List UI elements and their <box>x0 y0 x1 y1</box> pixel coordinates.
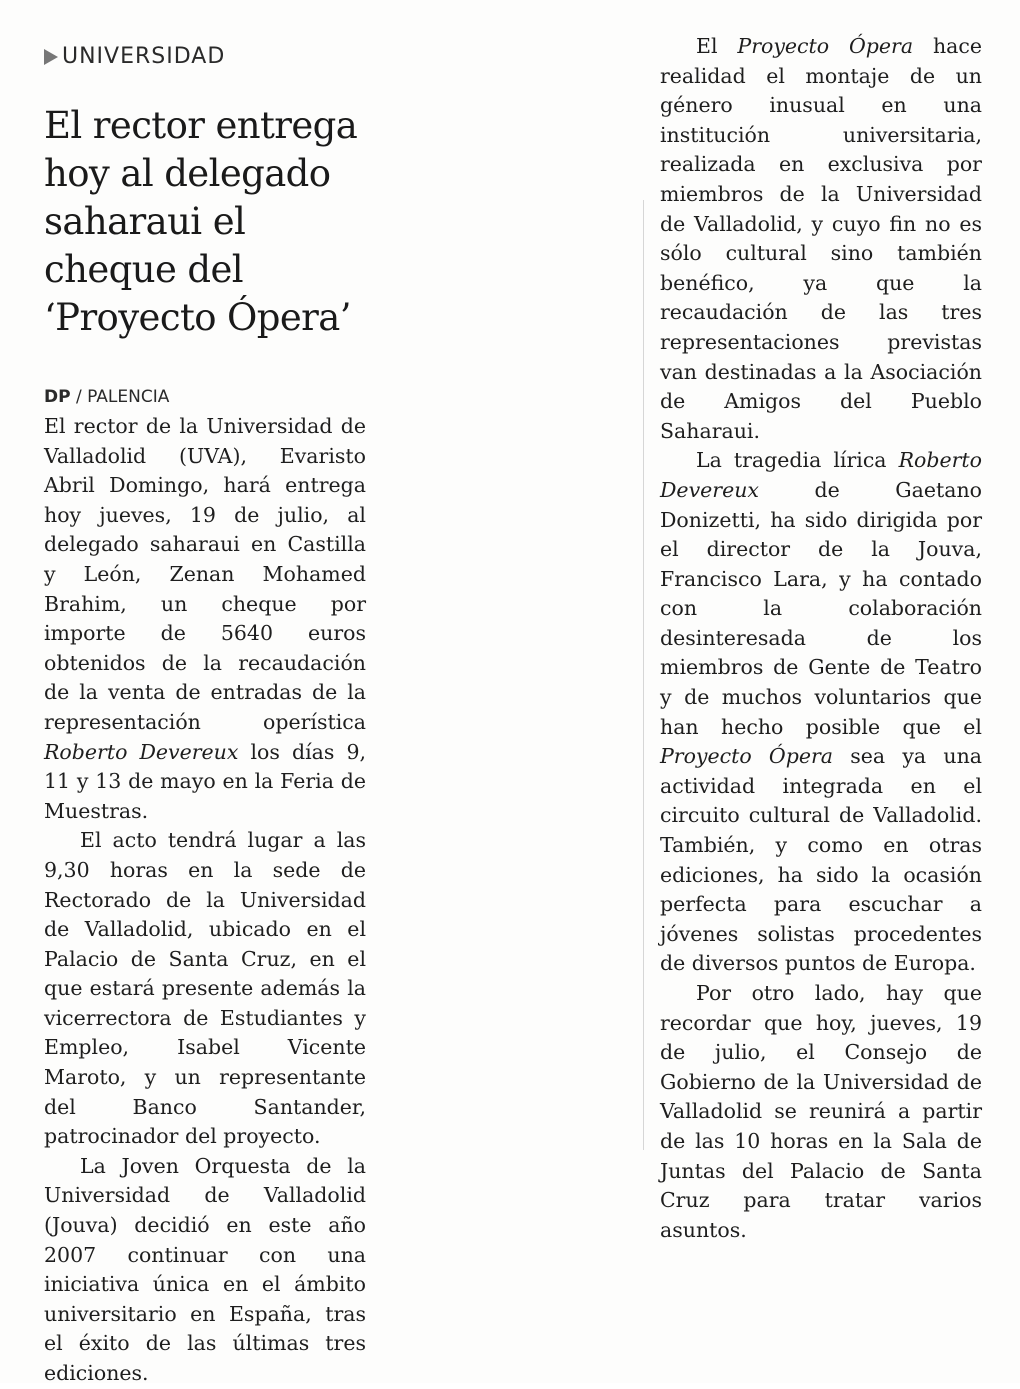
project-name: Proyecto Ópera <box>737 34 914 58</box>
paragraph-5-text-b: de Gaetano Donizetti, ha sido dirigida por el director de la Jouva, Francisco Lara, y ha contado con la colaboración desinteresada de los miembros de Gente de Teatro y de muchos voluntarios que han hecho posible que el <box>660 477 982 739</box>
opera-title-2: Roberto Devereux <box>660 448 982 502</box>
paragraph-4-text-a: El <box>696 34 738 58</box>
section-name: UNIVERSIDAD <box>62 44 226 69</box>
column-divider <box>643 200 644 1150</box>
paragraph-1-text-a: El rector de la Universidad de Valladolid (UVA), Evaristo Abril Domingo, hará entrega hoy jueves, 19 de julio, al delegado saharaui en Castilla y León, Zenan Mohamed Brahim, un cheque por importe de 5640 euros obtenidos de la recaudación de la venta de entradas de la representación operística <box>44 414 366 734</box>
play-arrow-icon <box>44 49 58 65</box>
paragraph-5 <box>660 446 982 979</box>
paragraph-4 <box>660 32 982 446</box>
paragraph-6: Por otro lado, hay que recordar que hoy, jueves, 19 de julio, el Consejo de Gobierno de la Universidad de Valladolid se reunirá a partir de las 10 horas en la Sala de Juntas del Palacio de Santa Cruz para tratar varios asuntos. <box>660 981 982 1242</box>
project-name-2: Proyecto Ópera <box>660 744 834 769</box>
paragraph-3: La Joven Orquesta de la Universidad de Valladolid (Jouva) decidió en este año 2007 continuar con una iniciativa única en el ámbito universitario en España, tras el éxito de las últimas tres ediciones. <box>44 1153 366 1385</box>
paragraph-4-text-b: hace realidad el montaje de un género inusual en una institución universitaria, realizada en exclusiva por miembros de la Universidad de Valladolid, y cuyo fin no es sólo cultural sino también benéfico, ya que la recaudación de las tres representaciones previstas van destinadas a la Asociación de Amigos del Pueblo Saharaui. <box>660 34 982 443</box>
paragraph-5-text-a: La tragedia lírica <box>696 448 899 473</box>
article-column-left <box>44 412 366 1389</box>
paragraph-1 <box>44 412 366 826</box>
article-column-right <box>660 32 982 1245</box>
byline <box>44 387 169 407</box>
byline-place: PALENCIA <box>87 387 170 407</box>
paragraph-5-text-c: sea ya una actividad integrada en el circuito cultural de Valladolid. También, y como en otras ediciones, ha sido la ocasión perfecta para escuchar a jóvenes solistas procedentes de diversos puntos de Europa. <box>660 744 982 976</box>
paragraph-2: El acto tendrá lugar a las 9,30 horas en la sede de Rectorado de la Universidad de Valladolid, ubicado en el Palacio de Santa Cruz, en el que estará presente además la vicerrectora de Estudiantes y Empleo, Isabel Vicente Maroto, y un representante del Banco Santander, patrocinador del proyecto. <box>44 828 366 1149</box>
byline-separator: / <box>70 387 88 407</box>
section-label <box>44 44 225 69</box>
paragraph-1-text-b: los días 9, 11 y 13 de mayo en la Feria de Muestras. <box>44 739 367 823</box>
byline-agency: DP <box>44 387 71 407</box>
headline: El rector entrega hoy al delegado saharaui el cheque del ‘Proyecto Ópera’ <box>44 104 358 339</box>
opera-title: Roberto Devereux <box>44 739 239 764</box>
